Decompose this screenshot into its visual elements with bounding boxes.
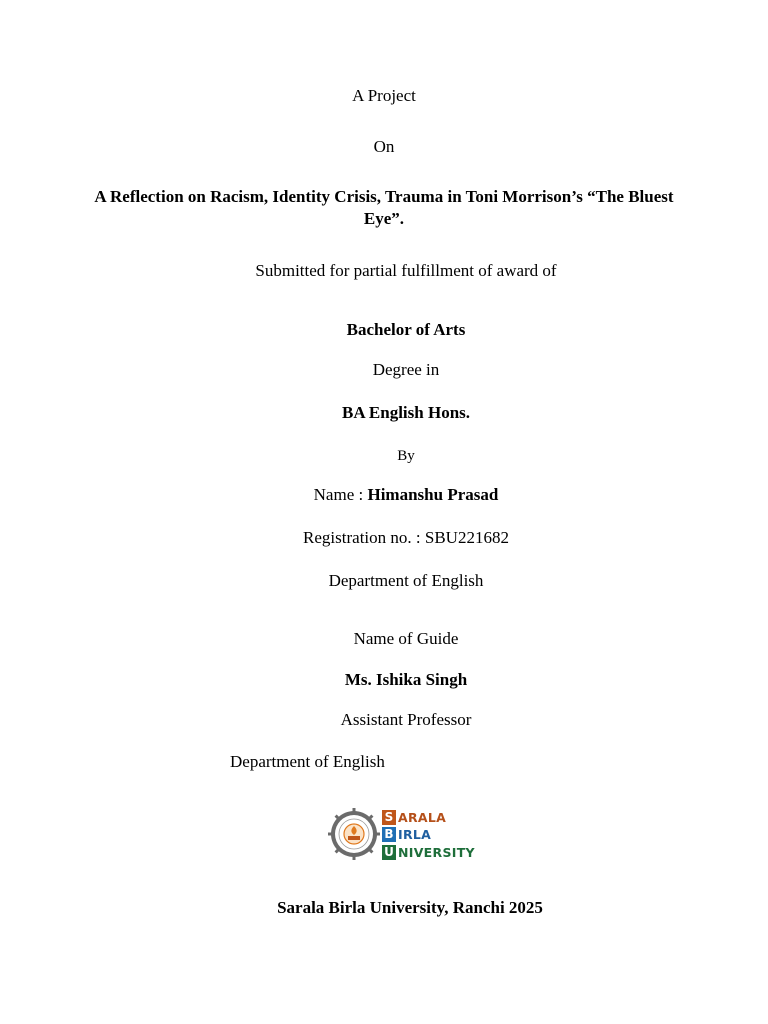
student-department: Department of English [328,571,484,590]
course-name: BA English Hons. [341,403,471,422]
project-title: A Reflection on Racism, Identity Crisis, Trauma in Toni Morrison’s “The Bluest Eye”. [94,187,674,228]
logo-letter-u: U [382,845,396,860]
registration-number: Registration no. : SBU221682 [303,528,509,547]
by-label: By [397,448,415,464]
logo-word-arala: ARALA [398,810,447,825]
university-seal-icon [328,808,380,860]
on-label: On [373,137,395,156]
name-label: Name : [313,485,368,504]
project-label: A Project [352,86,416,105]
student-name: Himanshu Prasad [367,485,499,504]
guide-department: Department of English [230,752,385,771]
submission-statement: Submitted for partial fulfillment of award of [255,261,557,280]
logo-word-niversity: NIVERSITY [398,845,475,860]
university-logo [328,808,488,864]
degree-name: Bachelor of Arts [346,320,466,339]
student-name-line [22,484,768,506]
guide-label: Name of Guide [353,629,459,648]
university-footer: Sarala Birla University, Ranchi 2025 [277,898,543,917]
logo-letter-b: B [382,827,396,842]
logo-letter-s: S [382,810,396,825]
university-wordmark [382,810,486,862]
guide-name: Ms. Ishika Singh [344,670,468,689]
logo-word-irla: IRLA [398,827,432,842]
guide-designation: Assistant Professor [340,710,472,729]
degree-in-label: Degree in [372,360,440,379]
